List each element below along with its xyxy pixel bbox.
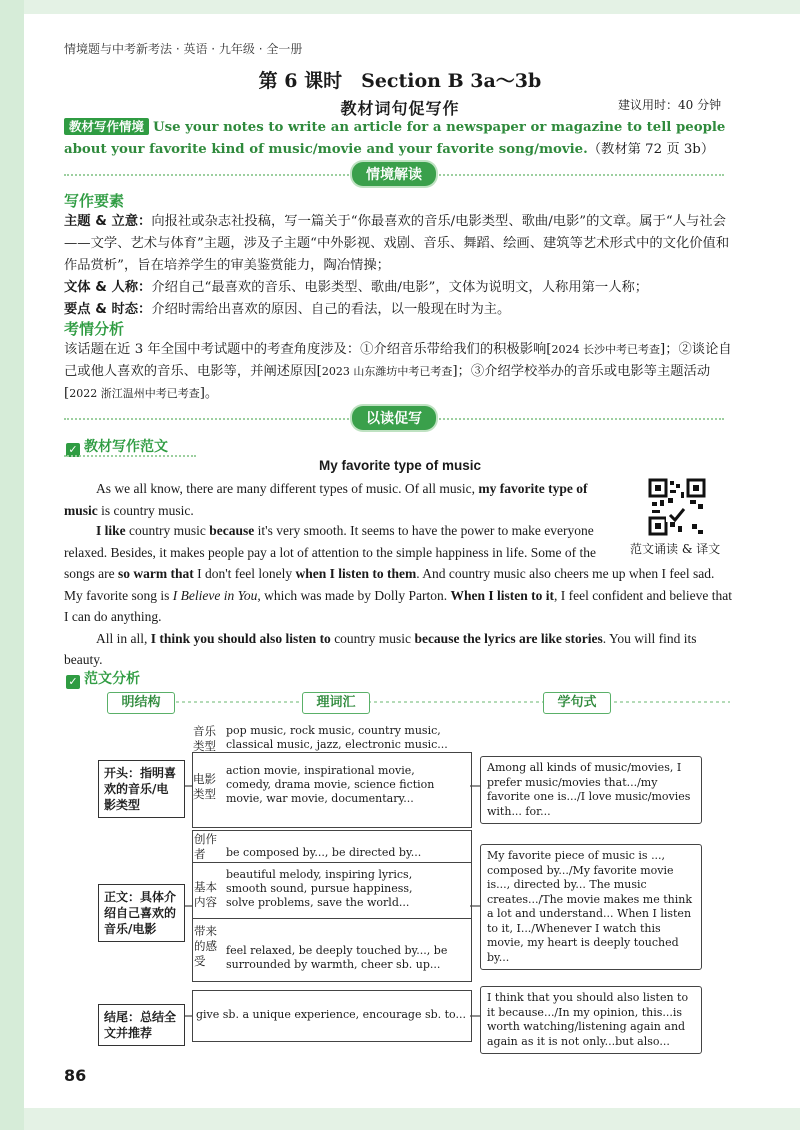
- essay-p2-h: . And country music also cheers me up when I feel sad. My favorite song is: [64, 566, 715, 603]
- lesson-subtitle: 教材词句促写作: [340, 99, 460, 118]
- essay-p2-l: , I feel confident and believe that I can do anything.: [64, 587, 733, 624]
- exam-text-2: ]；②谈论自己或他人喜欢的音乐、电影等，并阐述原因[: [64, 342, 732, 379]
- check-icon: ✓: [66, 443, 80, 457]
- points-text: 介绍时需给出喜欢的原因、自己的看法，以一般现在时为主。: [151, 302, 511, 317]
- banner-read-to-write-label: 以读促写: [352, 406, 436, 430]
- essay-p3-b: I think you should also listen to: [150, 630, 331, 646]
- essay-p2-b: country music: [125, 523, 210, 538]
- points-label: 要点 & 时态：: [64, 302, 152, 317]
- exam-text-3: ]；③介绍学校举办的音乐或电影等主题活动[: [64, 364, 711, 401]
- sentences-ending: I think that you should also listen to it because.../In my opinion, this...is worth watching/listening again and again as it is not only...but also...: [480, 986, 702, 1054]
- phrases-creator: be composed by..., be directed by...: [226, 846, 422, 859]
- page-number: 86: [64, 1066, 87, 1085]
- exam-source-3: 2022 浙江温州中考已考查: [69, 387, 200, 400]
- structure-body: 正文：具体介绍自己喜欢的音乐/电影: [98, 884, 185, 942]
- essay-p2-g: when I listen to them: [295, 566, 417, 581]
- analysis-heading-text: 范文分析: [84, 671, 140, 687]
- style-text: 介绍自己“最喜欢的音乐、电影类型、歌曲/电影”，文体为说明文，人称用第一人称；: [151, 280, 649, 295]
- cat-feeling: 带来的感受: [194, 924, 217, 968]
- qr-caption: 范文诵读 & 译文: [630, 542, 721, 556]
- exam-source-2: 2023 山东潍坊中考已考查: [321, 365, 453, 378]
- theme-text: 向报社或杂志社投稿，写一篇关于“你最喜欢的音乐/电影类型、歌曲/电影”的文章。属于“人与社会——文学、艺术与体育”主题，涉及子主题“中外影视、戏剧、音乐、舞蹈、绘画、建筑等艺术形式中的文化价值和作品赏析”，旨在培养学生的审美鉴赏能力，陶冶情操；: [64, 214, 730, 273]
- cat-movie-types: 电影类型: [193, 772, 216, 801]
- essay-p2-f: I don't feel lonely: [193, 566, 296, 581]
- essay-p1-c: is country music.: [97, 502, 194, 518]
- essay-p2-i: I Believe in You: [172, 587, 258, 603]
- situation-text: Use your notes to write an article for a newspaper or magazine to tell people about your favorite kind of music/movie and your favorite song/movie.: [64, 120, 726, 157]
- situation-tag: 教材写作情境: [64, 118, 149, 135]
- exam-text-4: ]。: [199, 386, 219, 401]
- style-label: 文体 & 人称：: [64, 280, 152, 295]
- banner-situation-label: 情境解读: [352, 162, 436, 186]
- column-sentence: 学句式: [543, 692, 611, 714]
- essay-p3-c: country music: [330, 630, 415, 646]
- essay-p3-d: because the lyrics are like stories: [414, 630, 603, 646]
- phrases-content: beautiful melody, inspiring lyrics, smooth sound, pursue happiness, solve problems, save the world...: [226, 868, 413, 909]
- theme-label: 主题 & 立意：: [64, 214, 152, 229]
- phrases-ending: give sb. a unique experience, encourage sb. to...: [196, 1008, 466, 1021]
- exam-source-1: 2024 长沙中考已考查: [551, 343, 660, 356]
- essay-p1-b: my favorite type of music: [64, 481, 588, 518]
- exam-analysis-heading: 考情分析: [64, 320, 125, 338]
- suggested-time: 建议用时：40 分钟: [618, 98, 722, 112]
- sentences-body: My favorite piece of music is ..., composed by.../My favorite movie is..., directed by... The music creates.../The movie makes me think a lot and understand... When I listen to it, I.../Whenever I watch this movie, my heart is deeply touched by...: [480, 844, 702, 970]
- phrases-music-types: pop music, rock music, country music, classical music, jazz, electronic music...: [226, 724, 448, 751]
- essay-p2-e: so warm that: [118, 566, 194, 581]
- phrases-movie-types: action movie, inspirational movie, comedy, drama movie, science fiction movie, war movie, documentary...: [226, 764, 435, 805]
- essay-title: My favorite type of music: [318, 458, 482, 473]
- essay-p2-k: When I listen to it: [450, 587, 554, 603]
- writing-elements-heading: 写作要素: [64, 192, 125, 210]
- running-header: 情境题与中考新考法 · 英语 · 九年级 · 全一册: [64, 42, 303, 56]
- lesson-title: 第 6 课时 Section B 3a～3b: [258, 70, 542, 92]
- essay-p1-a: As we all know, there are many different types of music. Of all music,: [96, 481, 479, 496]
- structure-ending: 结尾：总结全文并推荐: [98, 1004, 185, 1046]
- essay-p2-d: it's very smooth. It seems to have the power to make everyone relaxed. Besides, it makes people pay a lot of attention to the simple happiness in life. Some of the songs are: [64, 523, 596, 581]
- essay-p3-a: All in all,: [96, 630, 151, 646]
- essay-p2-j: , which was made by Dolly Parton.: [257, 587, 451, 603]
- check-icon: ✓: [66, 675, 80, 689]
- structure-opening: 开头：指明喜欢的音乐/电影类型: [98, 760, 185, 818]
- cat-music-types: 音乐类型: [193, 724, 216, 753]
- vocab-divider-1: [192, 862, 472, 863]
- column-structure: 明结构: [107, 692, 175, 714]
- exam-text-1: 该话题在近 3 年全国中考试题中的考查角度涉及：①介绍音乐带给我们的积极影响[: [64, 342, 552, 357]
- essay-p2-a: I like: [96, 523, 126, 538]
- essay-p3-e: . You will find its beauty.: [64, 630, 697, 667]
- phrases-feeling: feel relaxed, be deeply touched by..., be surrounded by warmth, cheer sb. up...: [226, 944, 448, 971]
- column-vocab: 理词汇: [302, 692, 370, 714]
- vocab-divider-2: [192, 918, 472, 919]
- essay-p2-c: because: [209, 523, 255, 538]
- cat-creator: 创作者: [194, 832, 217, 861]
- cat-content: 基本内容: [194, 880, 217, 909]
- model-essay-heading-text: 教材写作范文: [84, 439, 168, 455]
- sentences-opening: Among all kinds of music/movies, I prefer music/movies that.../my favorite one is.../I love music/movies with... for...: [480, 756, 702, 824]
- situation-ref: （教材第 72 页 3b）: [587, 142, 715, 157]
